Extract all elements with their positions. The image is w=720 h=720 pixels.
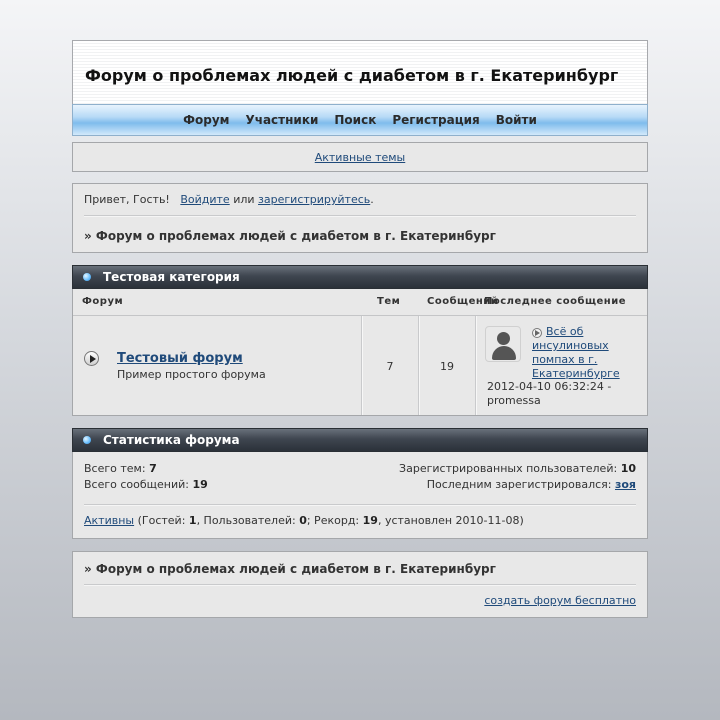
stat-label: Всего тем: [84,462,146,475]
bullet-icon [83,436,91,444]
nav-forum[interactable]: Форум [183,113,230,127]
table-row [73,316,647,415]
stat-label: Зарегистрированных пользователей: [399,462,618,475]
footer-box [72,551,648,618]
users-count: 0 [299,514,307,527]
online-stats [84,514,524,527]
nav-login[interactable]: Войти [495,113,537,127]
forum-description: Пример простого форума [117,368,266,381]
record-count: 19 [362,514,378,527]
stat-label: Последним зарегистрировался: [426,478,612,491]
welcome-line [84,193,374,206]
stat-label: Всего сообщений: [84,478,189,491]
stat-value: 19 [192,478,208,491]
stats-body [72,452,648,539]
stat-value: 7 [149,462,157,475]
stat-total-posts [84,478,208,491]
forum-topics-count: 7 [386,360,394,373]
guests-count: 1 [188,514,197,527]
category-header [72,265,648,289]
main-nav [72,104,648,136]
forum-table [72,289,648,416]
guests-label: (Гостей: [137,514,186,527]
welcome-box [72,183,648,253]
users-label: , Пользователей: [196,514,296,527]
stats-section [72,428,648,539]
stats-header [72,428,648,452]
footer-breadcrumb: » Форум о проблемах людей с диабетом в г. Екатеринбург [84,562,496,576]
forum-status-icon [84,351,99,366]
record-date: , установлен 2010-11-08) [377,514,524,527]
nav-members[interactable]: Участники [245,113,319,127]
stat-total-topics [84,462,157,475]
user-avatar-icon [485,326,521,362]
page-container [72,40,648,618]
active-users-link[interactable]: Активны [84,514,135,527]
breadcrumb: » Форум о проблемах людей с диабетом в г. Екатеринбург [84,229,496,243]
stat-registered [399,462,636,475]
category-title: Тестовая категория [103,270,240,284]
col-forum: Форум [82,296,124,307]
category-section [72,265,648,416]
cell-divider [476,316,477,415]
nav-search[interactable]: Поиск [334,113,377,127]
site-title: Форум о проблемах людей с диабетом в г. Екатеринбург [85,66,619,85]
active-topics-link[interactable]: Активные темы [314,150,406,164]
bullet-icon [83,273,91,281]
greeting-text: Привет, Гость! [84,193,170,206]
last-post-meta: 2012-04-10 06:32:24 - promessa [487,380,612,407]
forum-name-link[interactable]: Тестовый форум [117,351,243,366]
stat-last-registered [427,478,636,491]
active-topics-bar [72,142,648,172]
divider [84,504,636,506]
col-topics: Тем [377,296,401,307]
last-post-link[interactable]: Всё об инсулиновых помпах в г. Екатеринбурге [532,325,620,380]
record-label: ; Рекорд: [306,514,360,527]
stat-value: 10 [620,462,636,475]
forum-posts-count: 19 [440,360,454,373]
site-header [72,40,648,104]
or-text: или [233,193,255,206]
col-last-post: Последнее сообщение [484,296,626,307]
divider [84,215,636,217]
welcome-dot: . [370,193,374,206]
divider [84,584,636,586]
register-link[interactable]: зарегистрируйтесь [258,193,371,206]
login-link[interactable]: Войдите [180,193,230,206]
last-registered-user-link[interactable]: зоя [614,478,636,491]
table-header-row [73,289,647,316]
create-forum-link[interactable]: создать форум бесплатно [484,594,636,607]
nav-register[interactable]: Регистрация [392,113,480,127]
col-posts: Сообщений [427,296,499,307]
stats-title: Статистика форума [103,433,240,447]
